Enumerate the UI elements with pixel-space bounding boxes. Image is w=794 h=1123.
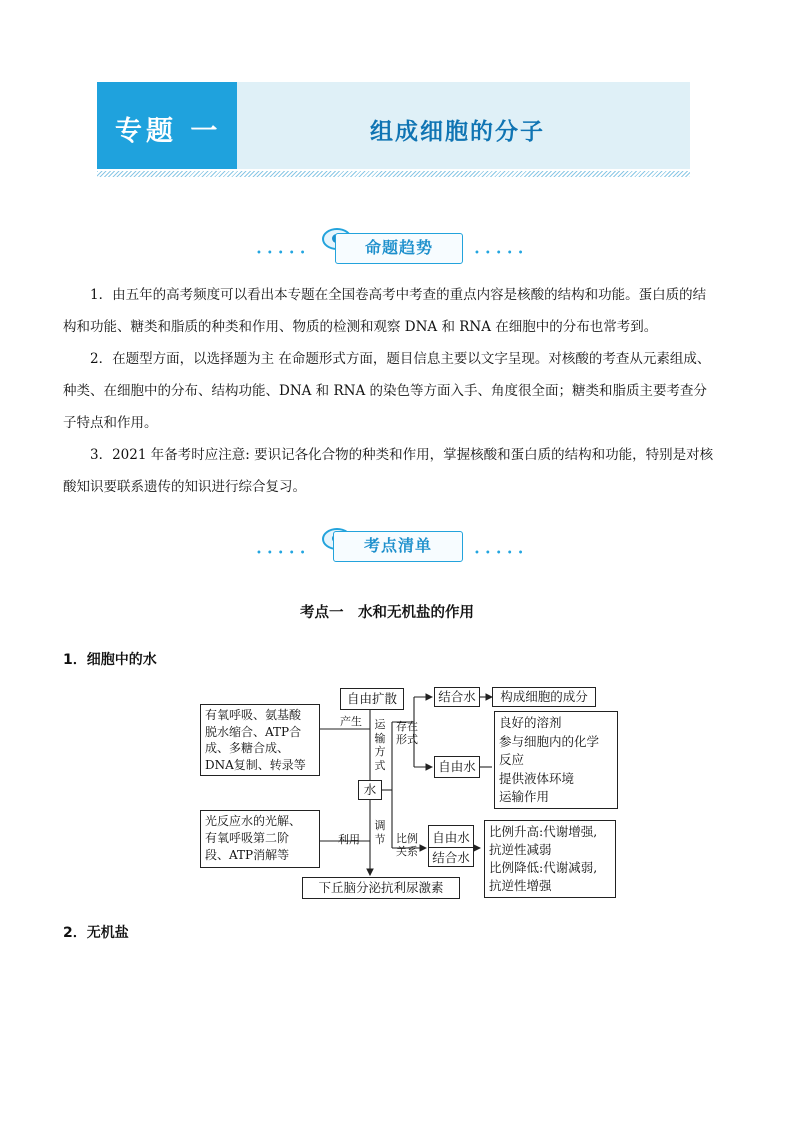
free-water-box: 自由水 [434, 756, 480, 778]
ratio-box: 自由水 结合水 [428, 825, 474, 867]
paragraph-3-line-1: 3．2021 年备考时应注意: 要识记各化合物的种类和作用，掌握核酸和蛋白质的结构和功能，特别是对核 [90, 447, 714, 463]
bound-water-box: 结合水 [434, 687, 480, 707]
subsection-water: 1．细胞中的水 [63, 652, 157, 668]
subsection-inorganic-salts: 2．无机盐 [63, 925, 129, 941]
label-produce: 产生 [340, 715, 362, 728]
water-production-box: 有氧呼吸、氨基酸 脱水缩合、ATP合 成、多糖合成、 DNA复制、转录等 [200, 704, 320, 776]
label-use: 利用 [338, 833, 360, 846]
badge-dots-right: ••••• [474, 248, 529, 259]
topic-label: 专题 一 [115, 116, 222, 147]
badge-dots-right: ••••• [474, 548, 529, 559]
section-badge-checklist: 考点清单 [333, 531, 463, 562]
ratio-effects-box: 比例升高:代谢增强, 抗逆性减弱 比例降低:代谢减弱, 抗逆性增强 [484, 820, 616, 898]
paragraph-1: 1．由五年的高考频度可以看出本专题在全国卷高考中考查的重点内容是核酸的结构和功能。蛋白质的结 [90, 287, 707, 303]
paragraph-3-line-2: 酸知识要联系遗传的知识进行综合复习。 [63, 479, 306, 495]
paragraph-2-line-3: 子特点和作用。 [63, 415, 158, 431]
exam-point-title: 考点一 水和无机盐的作用 [300, 605, 474, 621]
label-ratio-relation: 比例 关系 [396, 832, 418, 858]
free-water-roles-box: 良好的溶剂 参与细胞内的化学 反应 提供液体环境 运输作用 [494, 711, 618, 809]
label-existence-form: 存在 形式 [396, 720, 418, 746]
bound-water-role-box: 构成细胞的成分 [492, 687, 596, 707]
badge-dots-left: ••••• [256, 248, 311, 259]
section-badge-trend: 命题趋势 [335, 233, 463, 264]
adh-box: 下丘脑分泌抗利尿激素 [302, 877, 460, 899]
paragraph-2-line-1: 2．在题型方面，以选择题为主 在命题形式方面，题目信息主要以文字呈现。对核酸的考查从元素组成、 [90, 351, 711, 367]
paragraph-2-line-2: 种类、在细胞中的分布、结构功能、DNA 和 RNA 的染色等方面入手、角度很全面；糖类和脂质主要考查分 [63, 383, 707, 399]
free-diffusion-box: 自由扩散 [340, 688, 404, 710]
water-box: 水 [358, 780, 382, 800]
paragraph-1-line-2: 构和功能、糖类和脂质的种类和作用、物质的检测和观察 DNA 和 RNA 在细胞中的分布也常考到。 [63, 319, 658, 335]
water-utilization-box: 光反应水的光解、 有氧呼吸第二阶 段、ATP消解等 [200, 810, 320, 868]
label-transport-mode: 运输方式 [374, 718, 386, 772]
badge-dots-left: ••••• [256, 548, 311, 559]
topic-title: 组成细胞的分子 [370, 119, 545, 145]
label-regulate: 调节 [374, 819, 386, 846]
